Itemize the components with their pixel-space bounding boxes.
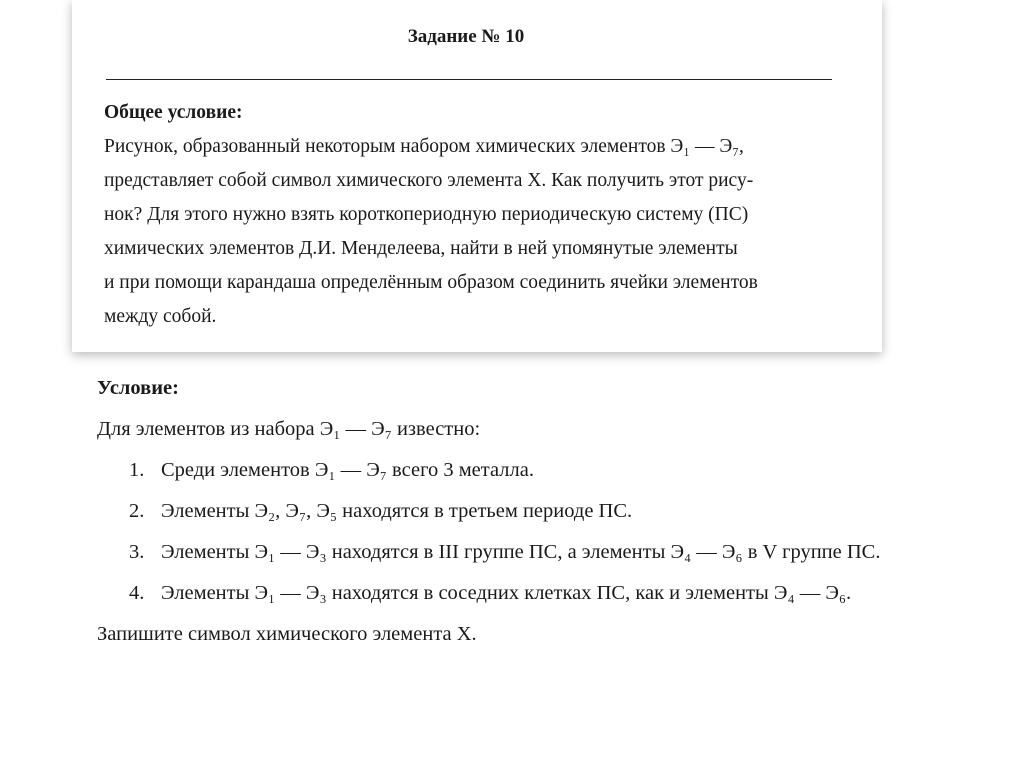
list-item <box>97 491 927 532</box>
condition-section <box>97 368 927 655</box>
final-question: Запишите символ химического элемента Х. <box>97 623 477 645</box>
condition-list <box>97 450 927 614</box>
general-line: нок? Для этого нужно взять короткопериодную периодическую систему (ПС) <box>104 204 749 225</box>
list-item-text: Элементы Э₂, Э₇, Э₅ находятся в третьем периоде ПС. <box>161 500 633 522</box>
list-item-number: 1. <box>129 459 145 481</box>
general-line: между собой. <box>104 306 217 327</box>
general-line: и при помощи карандаша определённым образом соединить ячейки элементов <box>104 272 758 293</box>
condition-header: Условие: <box>97 377 179 399</box>
condition-intro: Для элементов из набора Э₁ — Э₇ известно: <box>97 418 481 440</box>
list-item-number: 3. <box>129 541 145 563</box>
list-item-number: 4. <box>129 582 145 604</box>
general-condition <box>104 96 836 334</box>
general-line: химических элементов Д.И. Менделеева, найти в ней упомянутые элементы <box>104 238 738 259</box>
general-condition-header: Общее условие: <box>104 102 243 123</box>
list-item-number: 2. <box>129 500 145 522</box>
list-item <box>97 573 927 614</box>
list-item-text: Элементы Э₁ — Э₃ находятся в соседних клетках ПС, как и элементы Э₄ — Э₆. <box>161 582 852 604</box>
title-divider <box>106 79 832 80</box>
list-item <box>97 450 927 491</box>
list-item-text: Среди элементов Э₁ — Э₇ всего 3 металла. <box>161 459 534 481</box>
task-title: Задание № 10 <box>407 26 525 47</box>
general-line: Рисунок, образованный некоторым набором химических элементов Э₁ — Э₇, <box>104 136 744 157</box>
list-item-text: Элементы Э₁ — Э₃ находятся в III группе ПС, а элементы Э₄ — Э₆ в V группе ПС. <box>161 541 881 563</box>
general-line: представляет собой символ химического элемента Х. Как получить этот рису- <box>104 170 754 191</box>
list-item <box>97 532 927 573</box>
